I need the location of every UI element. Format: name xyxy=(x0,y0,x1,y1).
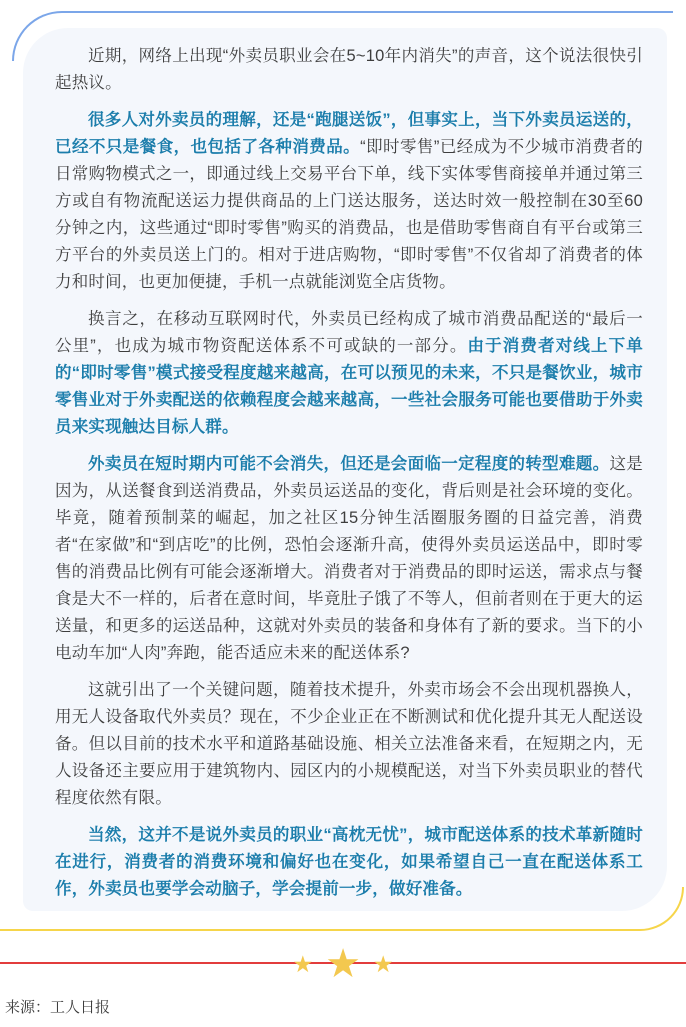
article-card xyxy=(23,28,667,911)
paragraph xyxy=(55,306,643,441)
paragraph xyxy=(55,451,643,667)
paragraph-text: 这就引出了一个关键问题，随着技术提升，外卖市场会不会出现机器换人，用无人设备取代外卖员？现在，不少企业正在不断测试和优化提升其无人配送设备。但以目前的技术水平和道路基础设施、相关立法准备来看，在短期之内，无人设备还主要应用于建筑物内、园区内的小规模配送，对当下外卖员职业的替代程度依然有限。 xyxy=(55,681,643,807)
paragraph xyxy=(55,822,643,903)
star-divider xyxy=(0,944,686,984)
star-icon: ★ xyxy=(372,950,394,977)
paragraph-highlight-text: 很多人对外卖员的理解，还是“跑腿送饭”，但事实上，当下外卖员运送的，已经不只是餐食，也包括了各种消费品。 xyxy=(55,111,643,156)
paragraph-text: 换言之，在移动互联网时代，外卖员已经构成了城市消费品配送的“最后一公里”，也成为城市物资配送体系不可或缺的一部分。 xyxy=(55,310,643,355)
paragraph xyxy=(55,43,643,97)
paragraph xyxy=(55,107,643,296)
paragraph xyxy=(55,677,643,812)
paragraph-highlight-text: 当然，这并不是说外卖员的职业“高枕无忧”，城市配送体系的技术革新随时在进行，消费者的消费环境和偏好也在变化，如果希望自己一直在配送体系工作，外卖员也要学会动脑子，学会提前一步，做好准备。 xyxy=(55,826,643,898)
paragraph-highlight-text: 外卖员在短时期内可能不会消失，但还是会面临一定程度的转型难题。 xyxy=(88,455,610,473)
paragraph-highlight-text: 由于消费者对线上下单的“即时零售”模式接受程度越来越高，在可以预见的未来，不只是餐饮业，城市零售业对于外卖配送的依赖程度会越来越高，一些社会服务可能也要借助于外卖员来实现触达目标人群。 xyxy=(55,337,644,436)
paragraph-text: “即时零售”已经成为不少城市消费者的日常购物模式之一，即通过线上交易平台下单，线下实体零售商接单并通过第三方或自有物流配送运力提供商品的上门送达服务，送达时效一般控制在30至60分钟之内，这些通过“即时零售”购买的消费品，也是借助零售商自有平台或第三方平台的外卖员送上门的。相对于进店购物，“即时零售”不仅省却了消费者的体力和时间，也更加便捷，手机一点就能浏览全店货物。 xyxy=(55,138,643,291)
star-icon: ★ xyxy=(325,942,361,986)
star-icon: ★ xyxy=(292,950,314,977)
paragraph-text: 这是因为，从送餐食到送消费品，外卖员运送品的变化，背后则是社会环境的变化。毕竟，随着预制菜的崛起，加之社区15分钟生活圈服务圈的日益完善，消费者“在家做”和“到店吃”的比例，恐怕会逐渐升高，使得外卖员运送品中，即时零售的消费品比例有可能会逐渐增大。消费者对于消费品的即时运送，需求点与餐食是大不一样的，后者在意时间，毕竟肚子饿了不等人，但前者则在于更大的运送量，和更多的运送品种，这就对外卖员的装备和身体有了新的要求。当下的小电动车加“人肉”奔跑，能否适应未来的配送体系? xyxy=(55,455,644,662)
star-group xyxy=(0,944,686,984)
source-credit: 来源：工人日报 xyxy=(5,999,111,1016)
paragraph-text: 近期，网络上出现“外卖员职业会在5~10年内消失”的声音，这个说法很快引起热议。 xyxy=(55,47,643,92)
